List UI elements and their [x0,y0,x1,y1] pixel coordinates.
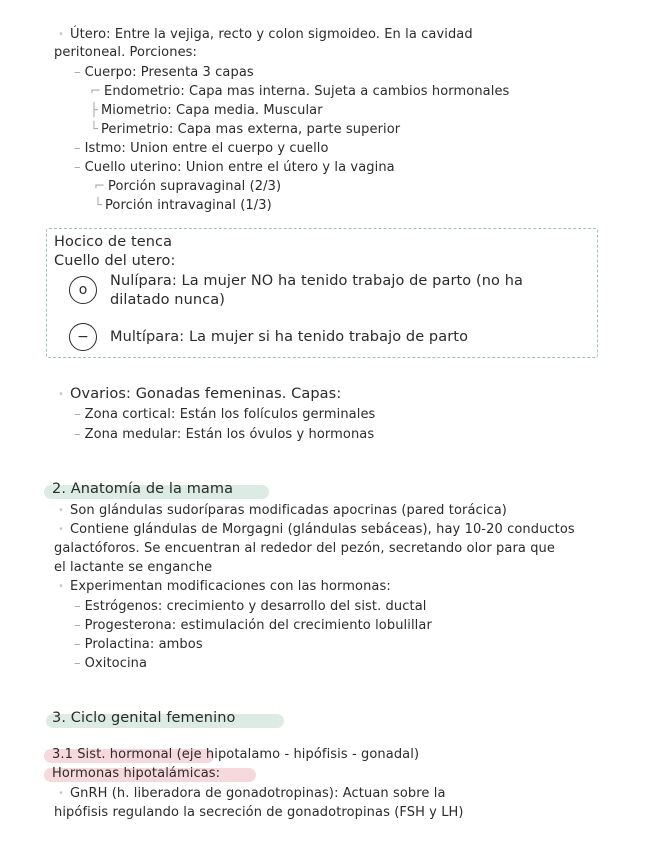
utero-perimetrio-text: Perimetrio: Capa mas externa, parte superior [100,122,401,137]
utero-intravaginal [94,197,272,214]
utero-cuello [74,159,395,176]
dash-icon: – [74,618,81,633]
utero-supravaginal-text: Porción supravaginal (2/3) [108,179,282,194]
dash-icon: – [74,656,81,671]
utero-cuerpo [74,64,254,81]
utero-cuello-text: Cuello uterino: Union entre el útero y la vagina [84,160,395,175]
box-subtitle: Cuello del utero: [54,253,176,269]
ovarios-cortical-text: Zona cortical: Están los folículos germinales [84,407,376,422]
ciclo-heading: 3. Ciclo genital femenino [52,710,236,726]
ovarios-cortical [74,406,375,423]
tick-icon: ⌐ [90,84,101,99]
tick-icon: ⌐ [94,179,105,194]
hormonas-title: Hormonas hipotalámicas: [52,766,221,781]
mama-bullet-2-line-3: el lactante se enganche [54,560,213,575]
nulipara-line-2: dilatado nunca) [110,292,225,308]
mama-estrogenos [74,598,426,615]
utero-supravaginal [94,178,281,195]
utero-miometrio-text: Miometrio: Capa media. Muscular [100,103,323,118]
dash-icon: – [74,65,81,80]
multipara-line: Multípara: La mujer si ha tenido trabajo de parto [110,329,469,345]
utero-endometrio-text: Endometrio: Capa mas interna. Sujeta a cambios hormonales [104,84,510,99]
ovarios-title: • Ovarios: Gonadas femeninas. Capas: [70,385,341,404]
ciclo-subheading: 3.1 Sist. hormonal (eje hipotalamo - hipófisis - gonadal) [52,747,420,762]
dash-icon: – [74,427,81,442]
utero-istmo-text: Istmo: Union entre el cuerpo y cuello [84,141,329,156]
utero-istmo [74,140,329,157]
tick-icon: └ [90,122,98,137]
dash-icon: – [74,637,81,652]
mama-bullet-2-line-1: • Contiene glándulas de Morgagni (glándulas sebáceas), hay 10-20 conductos [70,521,575,538]
ovarios-medular [74,426,374,443]
mama-prolactina [74,636,203,653]
dash-icon: – [74,599,81,614]
utero-intravaginal-text: Porción intravaginal (1/3) [104,198,272,213]
ovarios-medular-text: Zona medular: Están los óvulos y hormonas [84,427,375,442]
mama-heading: 2. Anatomía de la mama [52,481,234,497]
mama-oxitocina [74,655,147,672]
tick-icon: └ [94,198,102,213]
utero-line-2: peritoneal. Porciones: [54,45,198,60]
utero-perimetrio [90,121,400,138]
mama-oxitocina-text: Oxitocina [84,656,148,671]
utero-line-1: • Útero: Entre la vejiga, recto y colon sigmoideo. En la cavidad [70,26,473,43]
multipara-circle-icon: − [69,323,97,351]
dash-icon: – [74,141,81,156]
utero-cuerpo-text: Cuerpo: Presenta 3 capas [84,65,254,80]
mama-bullet-3: • Experimentan modificaciones con las hormonas: [70,578,391,595]
mama-progesterona [74,617,432,634]
gnrh-line-2: hipófisis regulando la secreción de gonadotropinas (FSH y LH) [54,805,464,820]
box-title: Hocico de tenca [54,234,173,250]
tick-icon: ├ [90,103,98,118]
mama-bullet-1: • Son glándulas sudoríparas modificadas apocrinas (pared torácica) [70,502,507,519]
nulipara-circle-icon: o [69,276,97,304]
mama-bullet-2-line-2: galactóforos. Se encuentran al rededor del pezón, secretando olor para que [54,541,555,556]
mama-prolactina-text: Prolactina: ambos [84,637,203,652]
utero-miometrio [90,102,323,119]
gnrh-line-1: • GnRH (h. liberadora de gonadotropinas): Actuan sobre la [70,785,446,802]
dash-icon: – [74,407,81,422]
utero-endometrio [90,83,509,100]
dash-icon: – [74,160,81,175]
mama-progesterona-text: Progesterona: estimulación del crecimiento lobulillar [84,618,432,633]
nulipara-line-1: Nulípara: La mujer NO ha tenido trabajo de parto (no ha [110,273,523,289]
mama-estrogenos-text: Estrógenos: crecimiento y desarrollo del sist. ductal [84,599,427,614]
